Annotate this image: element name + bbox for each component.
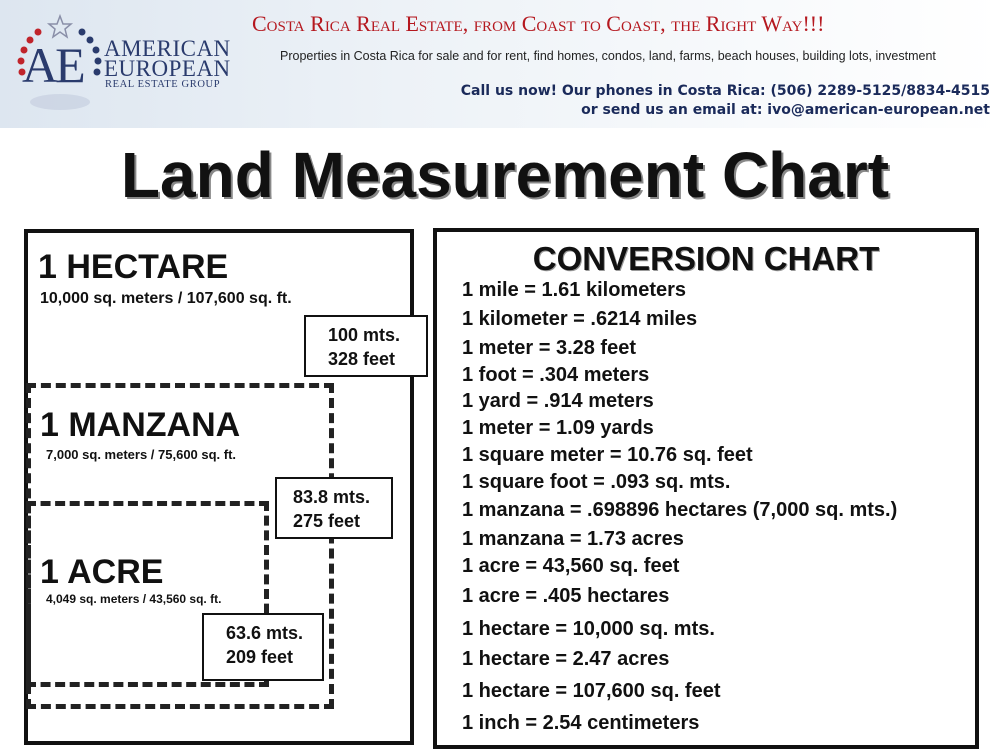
manzana-side-imperial: 275 feet [293, 511, 361, 531]
manzana-title: 1 MANZANA [40, 406, 241, 444]
conversion-row: 1 acre = 43,560 sq. feet [462, 555, 680, 577]
conversion-row: 1 kilometer = .6214 miles [462, 308, 698, 330]
manzana-side-metric: 83.8 mts. [293, 487, 371, 507]
hectare-side-measure [304, 315, 428, 377]
acre-side-imperial: 209 feet [226, 647, 294, 667]
header-banner [0, 0, 1000, 128]
conversion-row: 1 hectare = 10,000 sq. mts. [462, 618, 715, 640]
conversion-chart-title: CONVERSION CHART [532, 240, 880, 277]
hectare-side-imperial: 328 feet [328, 349, 396, 369]
hectare-subtitle: 10,000 sq. meters / 107,600 sq. ft. [40, 290, 292, 307]
contact-phone: Call us now! Our phones in Costa Rica: (506) 2289-5125/8834-4515 [460, 83, 990, 99]
conversion-row: 1 inch = 2.54 centimeters [462, 712, 700, 734]
conversion-row: 1 meter = 3.28 feet [462, 337, 636, 359]
hectare-title: 1 HECTARE [38, 248, 229, 286]
acre-side-measure [202, 613, 324, 681]
acre-title: 1 ACRE [40, 553, 164, 591]
logo-name-line3: REAL ESTATE GROUP [105, 79, 221, 90]
conversion-row: 1 foot = .304 meters [462, 364, 650, 386]
conversion-row: 1 hectare = 107,600 sq. feet [462, 680, 721, 702]
conversion-row: 1 square foot = .093 sq. mts. [462, 471, 731, 493]
acre-subtitle: 4,049 sq. meters / 43,560 sq. ft. [46, 592, 222, 606]
conversion-row: 1 manzana = 1.73 acres [462, 528, 684, 550]
contact-email: or send us an email at: ivo@american-european.net [581, 102, 990, 118]
conversion-row: 1 meter = 1.09 yards [462, 417, 654, 439]
conversion-chart-panel [433, 228, 979, 749]
conversion-row: 1 acre = .405 hectares [462, 585, 670, 607]
page-title: Land Measurement Chart [120, 139, 890, 211]
site-description: Properties in Costa Rica for sale and for rent, find homes, condos, land, farms, beach houses, building lots, investment [280, 49, 936, 63]
conversion-row: 1 manzana = .698896 hectares (7,000 sq. mts.) [462, 499, 898, 521]
logo-name-line1: AMERICAN [104, 36, 231, 61]
conversion-row: 1 yard = .914 meters [462, 390, 654, 412]
site-tagline: Costa Rica Real Estate, from Coast to Coast, the Right Way!!! [252, 11, 825, 36]
logo-name-line2: EUROPEAN [104, 56, 231, 81]
manzana-side-measure [275, 477, 393, 539]
hectare-side-metric: 100 mts. [328, 325, 401, 345]
conversion-row: 1 hectare = 2.47 acres [462, 648, 670, 670]
logo-initials: AE [22, 37, 83, 93]
manzana-subtitle: 7,000 sq. meters / 75,600 sq. ft. [46, 447, 237, 462]
conversion-row: 1 square meter = 10.76 sq. feet [462, 444, 753, 466]
conversion-row: 1 mile = 1.61 kilometers [462, 279, 687, 301]
acre-side-metric: 63.6 mts. [226, 623, 304, 643]
company-logo[interactable] [8, 10, 248, 120]
